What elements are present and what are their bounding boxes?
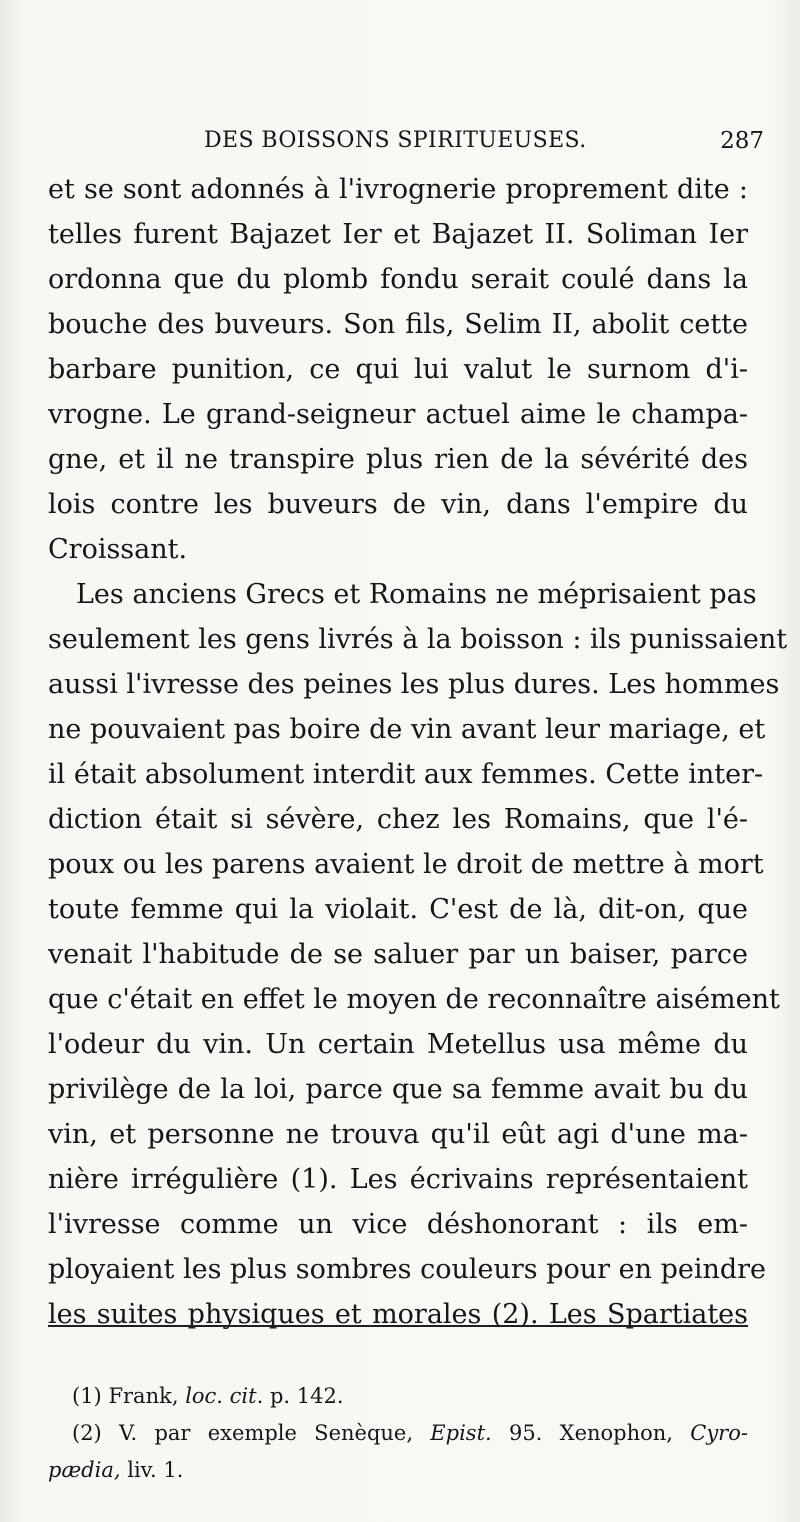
footnote-2-line-1	[48, 1415, 748, 1452]
running-title: DES BOISSONS SPIRITUEUSES.	[204, 128, 587, 153]
text-line-23: nière irrégulière (1). Les écrivains représentaient	[48, 1164, 748, 1195]
footnote-2-rest: 95. Xenophon,	[508, 1421, 673, 1445]
text-line-21: privilège de la loi, parce que sa femme avait bu du	[48, 1074, 748, 1105]
footnote-2-text: V. par exemple Senèque,	[119, 1421, 414, 1445]
footnote-2-line-2-italic: pædia,	[48, 1458, 121, 1482]
footnote-rule	[48, 1325, 748, 1327]
text-line-2: telles furent Bajazet Ier et Bajazet II. Soliman Ier	[48, 219, 748, 250]
text-line-3: ordonna que du plomb fondu serait coulé dans la	[48, 264, 748, 295]
text-line-19: que c'était en effet le moyen de reconnaître aisément	[48, 984, 780, 1015]
footnote-1-marker: (1)	[72, 1384, 102, 1408]
text-line-15: diction était si sévère, chez les Romains, que l'é-	[48, 804, 748, 835]
footnote-1-rest: p. 142.	[269, 1384, 344, 1408]
footnote-2-italic: Epist.	[430, 1421, 492, 1445]
text-line-14: il était absolument interdit aux femmes. Cette inter-	[48, 759, 764, 790]
text-line-7: gne, et il ne transpire plus rien de la sévérité des	[48, 444, 748, 475]
text-line-11: seulement les gens livrés à la boisson : ils punissaient	[48, 624, 788, 655]
text-line-1: et se sont adonnés à l'ivrognerie proprement dite :	[48, 174, 748, 205]
text-line-12: aussi l'ivresse des peines les plus dures. Les hommes	[48, 669, 780, 700]
footnote-2-line-2-rest: liv. 1.	[127, 1458, 184, 1482]
text-line-22: vin, et personne ne trouva qu'il eût agi d'une ma-	[48, 1119, 748, 1150]
footnote-2-italic-2: Cyro-	[690, 1421, 748, 1445]
footnote-2-marker: (2)	[72, 1421, 102, 1445]
text-line-9: Croissant.	[48, 534, 188, 565]
text-line-5: barbare punition, ce qui lui valut le surnom d'i-	[48, 354, 748, 385]
text-line-16: poux ou les parens avaient le droit de mettre à mort	[48, 849, 764, 880]
text-line-6: vrogne. Le grand-seigneur actuel aime le champa-	[48, 399, 748, 430]
footnote-1	[48, 1378, 748, 1415]
text-line-24: l'ivresse comme un vice déshonorant : ils em-	[48, 1209, 748, 1240]
text-line-4: bouche des buveurs. Son fils, Selim II, abolit cette	[48, 309, 748, 340]
text-line-13: ne pouvaient pas boire de vin avant leur mariage, et	[48, 714, 766, 745]
text-line-26: les suites physiques et morales (2). Les Spartiates	[48, 1299, 748, 1330]
text-line-17: toute femme qui la violait. C'est de là, dit-on, que	[48, 894, 748, 925]
footnotes	[48, 1378, 748, 1489]
text-line-10: Les anciens Grecs et Romains ne méprisaient pas	[76, 579, 757, 610]
text-line-20: l'odeur du vin. Un certain Metellus usa même du	[48, 1029, 748, 1060]
body-text	[48, 167, 788, 1337]
footnote-2-line-2	[48, 1452, 748, 1489]
text-line-8: lois contre les buveurs de vin, dans l'empire du	[48, 489, 748, 520]
text-line-25: ployaient les plus sombres couleurs pour en peindre	[48, 1254, 767, 1285]
running-head	[48, 128, 768, 162]
text-line-18: venait l'habitude de se saluer par un baiser, parce	[48, 939, 748, 970]
page-number: 287	[720, 128, 764, 154]
footnote-1-italic: loc. cit.	[185, 1384, 264, 1408]
footnote-1-text: Frank,	[108, 1384, 179, 1408]
